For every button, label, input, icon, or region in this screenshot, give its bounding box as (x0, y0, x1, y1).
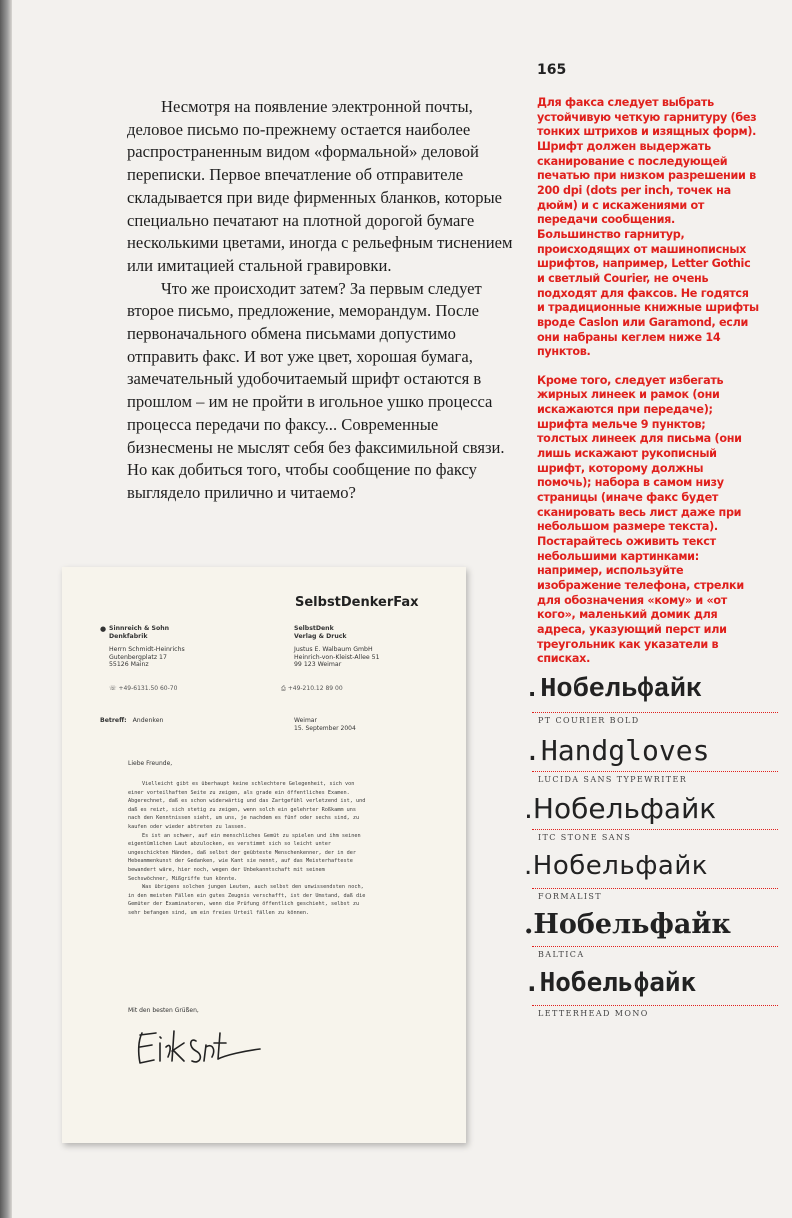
closing: Mit den besten Grüßen, (128, 1007, 199, 1014)
font-specimen (524, 792, 786, 851)
date: 15. September 2004 (294, 724, 356, 732)
font-specimens (524, 675, 786, 1026)
specimen-sample: .Handgloves (524, 733, 710, 767)
specimen-font-name: LUCIDA SANS TYPEWRITER (538, 774, 688, 784)
font-specimen (524, 851, 786, 910)
specimen-font-name: BALTICA (538, 950, 585, 959)
specimen-sample: .Нобельфайк (524, 850, 708, 881)
fax-icon: ⎙ (281, 685, 286, 692)
font-specimen (524, 968, 786, 1027)
dotted-divider (532, 1005, 778, 1006)
fax-letter-title: SelbstDenkerFax (295, 595, 419, 610)
letter-paragraph: Was übrigens solchen jungen Leuten, auch selbst den unwissendsten noch, in den meisten Fällen ein gutes Zeugnis verschafft, ist der Umstand, daß die Gemüter der Examinatoren, wenn die Prüfung öffentlich geschieht, selbst zu sehr befangen sind, um ein freies Urteil fällen zu können. (128, 884, 366, 916)
sender-subtitle: Denkfabrik (109, 632, 148, 640)
sender-city: 55126 Mainz (109, 661, 149, 669)
dotted-divider (532, 771, 778, 772)
letter-paragraph: Vielleicht gibt es überhaupt keine schlechtere Gelegenheit, sich von einer vorteilhaften Seite zu zeigen, als grade ein öffentliches Examen. Abgerechnet, daß es schon widerwärtig und das Zartgefühl verletzend ist, und daß es reizt, sich stetig zu zeigen, wenn solch ein gelehrter Roßkamm uns nach den Kenntnissen sieht, um uns, je nachdem es fünf oder sechs sind, zu kaufen oder wieder abtreten zu lassen. (128, 781, 366, 830)
dotted-divider (532, 888, 778, 889)
sidebar-paragraph: Кроме того, следует избегать жирных линеек и рамок (они искажаются при передаче); шрифта мельче 9 пунктов; толстых линеек для письма (они лишь искажают рукописный шрифт, которому должны помочь); набора в самом низу страницы (иначе факс будет сканировать весь лист даже при небольшом размере текста). Постарайтесь оживить текст небольшими картинками: например, используйте изображение телефона, стрелки для обозначения «кому» и «от кого», маленький домик для адреса, указующий перст или треугольник как указатели в списках. (537, 373, 744, 666)
main-paragraph: Что же происходит затем? За первым следует второе письмо, предложение, меморандум. После первоначального обмена письмами допустимо отправить факс. И вот уже цвет, хорошая бумага, замечательный удобочитаемый шрифт остаются в прошлом – им не пройти в игольное ушко процесса процесса передачи по факсу... Современные бизнесмены не мыслят себя без факсимильной связи. Но как добиться того, чтобы сообщение по факсу выглядело прилично и читаемо? (127, 278, 505, 502)
handwritten-signature (134, 1025, 264, 1069)
specimen-font-name: ITC STONE SANS (538, 833, 632, 842)
fax-line (281, 685, 343, 693)
specimen-font-name: PT COURIER BOLD (538, 716, 640, 725)
telephone-line (109, 685, 177, 692)
greeting: Liebe Freunde, (128, 760, 173, 767)
specimen-font-name: LETTERHEAD MONO (538, 1008, 649, 1018)
fax-number: +49-210.12 89 00 (287, 685, 343, 692)
specimen-sample: .Нобельфайк (524, 967, 697, 998)
font-specimen (524, 675, 786, 734)
telephone-icon: ☏ (109, 685, 117, 692)
bullet-icon: ● (100, 625, 107, 633)
letter-paragraph: Es ist an schwer, auf ein menschliches Gemüt zu spielen und ihm seinen eigentümlichen Laut abzulocken, es verstimmt sich so leicht unter ungeschickten Händen, daß selbst der geübteste Menschenkenner, der in der Hebeammenkunst der Gedanken, wie Kant sie nennt, auf das Meisterhafteste bewandert wäre, hier noch, wegen der Unbekanntschaft mit seinem Sechswöchner, Mißgriffe tun könnte. (128, 832, 361, 882)
subject-text: Andenken (132, 717, 164, 724)
recipient-street: Heinrich-von-Kleist-Allee 51 (294, 653, 380, 661)
sender-person: Herrn Schmidt-Heinrichs (109, 646, 185, 654)
font-specimen (524, 734, 786, 793)
date-block (294, 717, 356, 732)
specimen-font-name: FORMALIST (538, 891, 602, 901)
dotted-divider (532, 946, 778, 947)
recipient-name: SelbstDenk (294, 625, 334, 632)
main-text-column (127, 96, 527, 505)
dotted-divider (532, 829, 778, 830)
recipient-block (294, 625, 380, 669)
dotted-divider (532, 712, 778, 713)
specimen-sample: .Нобельфайк (524, 909, 731, 940)
sender-block (100, 625, 185, 669)
recipient-person: Justus E. Walbaum GmbH (294, 646, 373, 654)
subject-line (100, 717, 163, 724)
sidebar-note (537, 96, 759, 667)
page-number: 165 (537, 62, 567, 78)
subject-label: Betreff: (100, 717, 127, 724)
main-paragraph: Несмотря на появление электронной почты, деловое письмо по-прежнему остается наиболее распространенным видом «формальной» деловой переписки. Первое впечатление об отправителе складывается при виде фирменных бланков, которые специально печатают на плотной дорогой бумаге несколькими цветами, иногда с рельефным тиснением или имитацией стальной гравировки. (127, 97, 513, 275)
specimen-sample: .Нобельфайк (524, 675, 703, 705)
sidebar-paragraph: Для факса следует выбрать устойчивую четкую гарнитуру (без тонких штрихов и изящных форм). Шрифт должен выдержать сканирование с последующей печатью при низком разрешении в 200 dpi (dots per inch, точек на дюйм) и с искажениями от передачи сообщения. Большинство гарнитур, происходящих от машинописных шрифтов, например, Letter Gothic и светлый Courier, не очень подходят для факсов. Не годятся и традиционные книжные шрифты вроде Caslon или Garamond, если они набраны кеглем ниже 14 пунктов. (537, 96, 759, 359)
recipient-city: 99 123 Weimar (294, 661, 342, 669)
font-specimen (524, 909, 786, 968)
sender-street: Gutenbergplatz 17 (109, 653, 167, 661)
place: Weimar (294, 717, 317, 724)
specimen-sample: .Нобельфайк (524, 792, 717, 825)
telephone-number: +49-6131.50 60-70 (118, 685, 178, 692)
letter-body (128, 780, 368, 918)
fax-letter-example (62, 567, 466, 1143)
sender-name: Sinnreich & Sohn (109, 625, 170, 632)
book-binding-shadow (0, 0, 12, 1218)
recipient-subtitle: Verlag & Druck (294, 632, 347, 640)
